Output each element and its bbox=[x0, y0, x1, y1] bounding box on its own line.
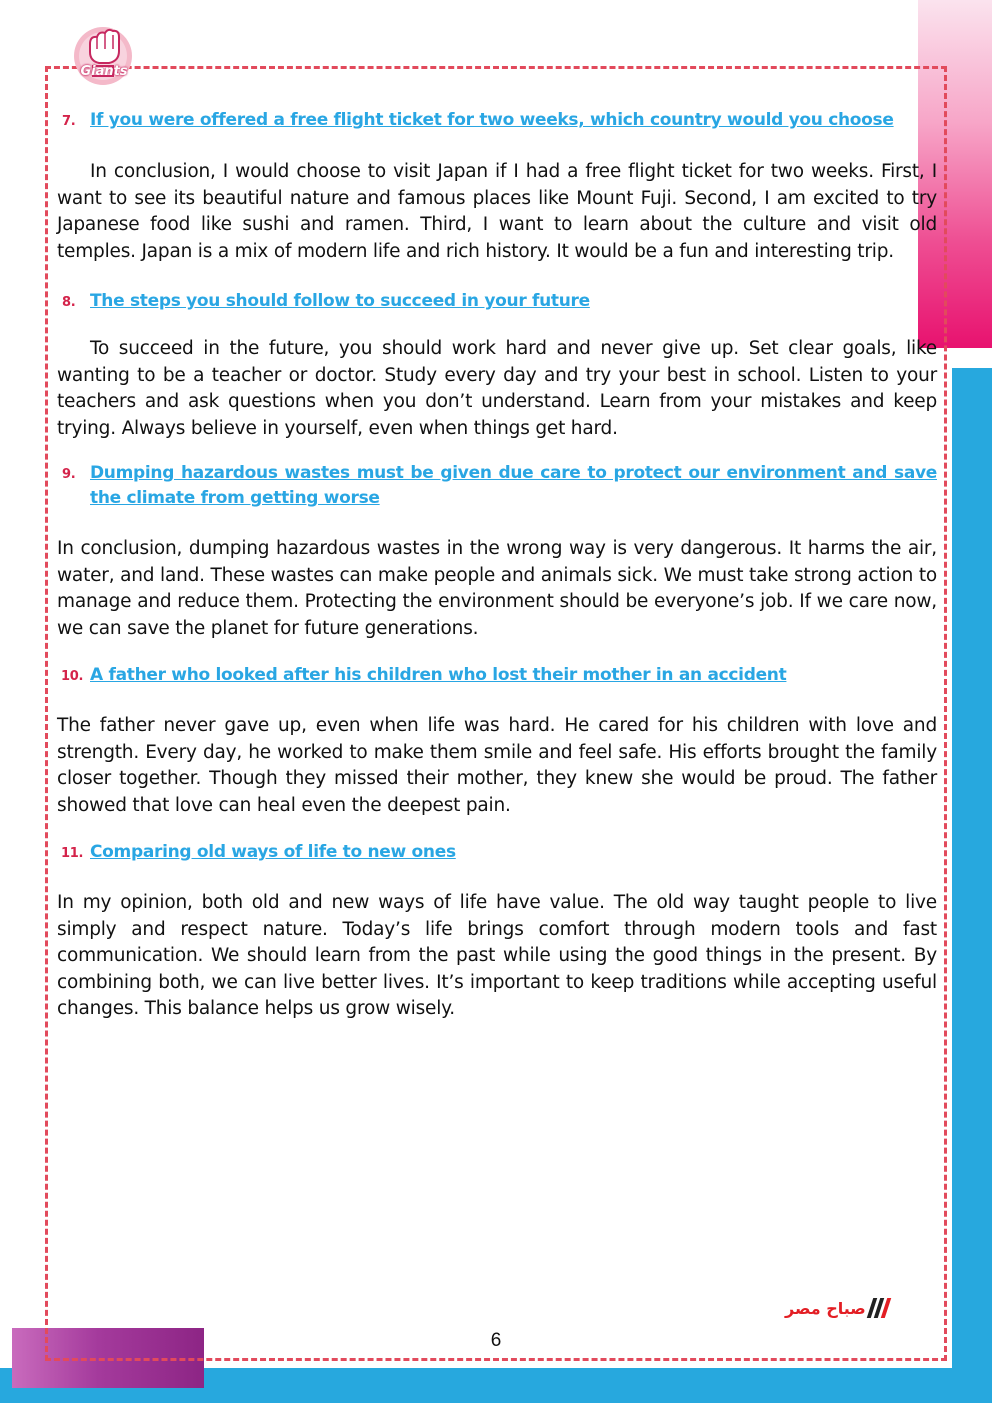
page-content bbox=[57, 108, 937, 1023]
answer-10: The father never gave up, even when life was hard. He cared for his children with love and strength. Every day, he worked to make them smile and feel safe. His efforts brought the family closer together. Though they missed their mother, they knew she would be proud. The father showed that love can heal even the deepest pain. bbox=[57, 715, 937, 816]
answer-8: To succeed in the future, you should work hard and never give up. Set clear goals, like wanting to be a teacher or doctor. Study every day and try your best in school. Listen to your teachers and ask questions when you don’t understand. Learn from your mistakes and keep trying. Always believe in yourself, even when things get hard. bbox=[57, 338, 937, 439]
question-number: 10. bbox=[61, 669, 84, 684]
question-number: 11. bbox=[61, 846, 84, 861]
question-text: A father who looked after his children who lost their mother in an accident bbox=[90, 665, 787, 685]
logo-text: Giants bbox=[80, 64, 128, 79]
page-number: 6 bbox=[490, 1330, 502, 1351]
question-7-title bbox=[57, 108, 937, 133]
question-number: 8. bbox=[62, 295, 76, 310]
question-number: 7. bbox=[62, 114, 76, 129]
question-9-title bbox=[57, 461, 937, 511]
question-text: The steps you should follow to succeed in your future bbox=[90, 291, 590, 311]
brand-text: صباح مصر bbox=[785, 1298, 866, 1318]
question-11-title bbox=[57, 840, 937, 865]
fist-logo-icon bbox=[66, 26, 140, 92]
question-8-title bbox=[57, 289, 937, 314]
question-text: Comparing old ways of life to new ones bbox=[90, 842, 456, 862]
question-10-title bbox=[57, 663, 937, 688]
giants-logo bbox=[66, 26, 140, 92]
answer-7: In conclusion, I would choose to visit Japan if I had a free flight ticket for two weeks. First, I want to see its beautiful nature and famous places like Mount Fuji. Second, I am excited to try Japanese food like sushi and ramen. Third, I want to learn about the culture and visit old temples. Japan is a mix of modern life and rich history. It would be a fun and interesting trip. bbox=[57, 161, 937, 262]
brand-slash-icon bbox=[870, 1298, 888, 1318]
question-text: Dumping hazardous wastes must be given due care to protect our environment and save the climate from getting worse bbox=[90, 463, 937, 508]
question-number: 9. bbox=[62, 467, 76, 482]
answer-11: In my opinion, both old and new ways of life have value. The old way taught people to live simply and respect nature. Today’s life brings comfort through modern tools and fast communication. We should learn from the past while using the good things in the present. By combining both, we can live better lives. It’s important to keep traditions while accepting useful changes. This balance helps us grow wisely. bbox=[57, 892, 937, 1019]
blue-side-bar bbox=[952, 368, 992, 1403]
brand-logo bbox=[785, 1293, 935, 1323]
answer-9: In conclusion, dumping hazardous wastes in the wrong way is very dangerous. It harms the air, water, and land. These wastes can make people and animals sick. We must take strong action to manage and reduce them. Protecting the environment should be everyone’s job. If we care now, we can save the planet for future generations. bbox=[57, 538, 937, 639]
question-text: If you were offered a free flight ticket for two weeks, which country would you choose bbox=[90, 110, 894, 130]
